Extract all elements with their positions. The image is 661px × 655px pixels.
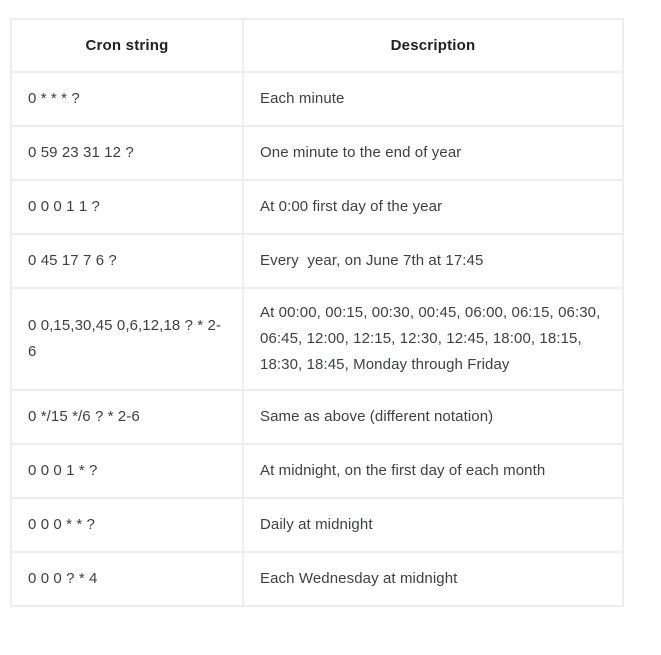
description-cell: Every year, on June 7th at 17:45 <box>243 234 623 288</box>
cron-cell: 0 45 17 7 6 ? <box>11 234 243 288</box>
table-row <box>11 498 623 552</box>
cron-cell: 0 */15 */6 ? * 2-6 <box>11 390 243 444</box>
table-row <box>11 126 623 180</box>
column-header-description: Description <box>243 19 623 72</box>
cron-cell: 0 * * * ? <box>11 72 243 126</box>
cron-cell: 0 0,15,30,45 0,6,12,18 ? * 2-6 <box>11 288 243 390</box>
column-header-cron-string: Cron string <box>11 19 243 72</box>
table-row <box>11 72 623 126</box>
table-row <box>11 444 623 498</box>
table-row <box>11 390 623 444</box>
table-row <box>11 180 623 234</box>
header-row <box>11 19 623 72</box>
description-cell: Same as above (different notation) <box>243 390 623 444</box>
description-cell: Each Wednesday at midnight <box>243 552 623 606</box>
description-cell: Each minute <box>243 72 623 126</box>
cron-cell: 0 59 23 31 12 ? <box>11 126 243 180</box>
cron-cell: 0 0 0 ? * 4 <box>11 552 243 606</box>
cron-cell: 0 0 0 * * ? <box>11 498 243 552</box>
cron-table <box>10 18 624 607</box>
description-cell: Daily at midnight <box>243 498 623 552</box>
table-row <box>11 234 623 288</box>
cron-cell: 0 0 0 1 * ? <box>11 444 243 498</box>
table-row <box>11 288 623 390</box>
description-cell: One minute to the end of year <box>243 126 623 180</box>
cron-cell: 0 0 0 1 1 ? <box>11 180 243 234</box>
description-cell: At 0:00 first day of the year <box>243 180 623 234</box>
description-cell: At midnight, on the first day of each month <box>243 444 623 498</box>
table-row <box>11 552 623 606</box>
description-cell: At 00:00, 00:15, 00:30, 00:45, 06:00, 06:15, 06:30, 06:45, 12:00, 12:15, 12:30, 12:45, 18:00, 18:15, 18:30, 18:45, Monday through Friday <box>243 288 623 390</box>
